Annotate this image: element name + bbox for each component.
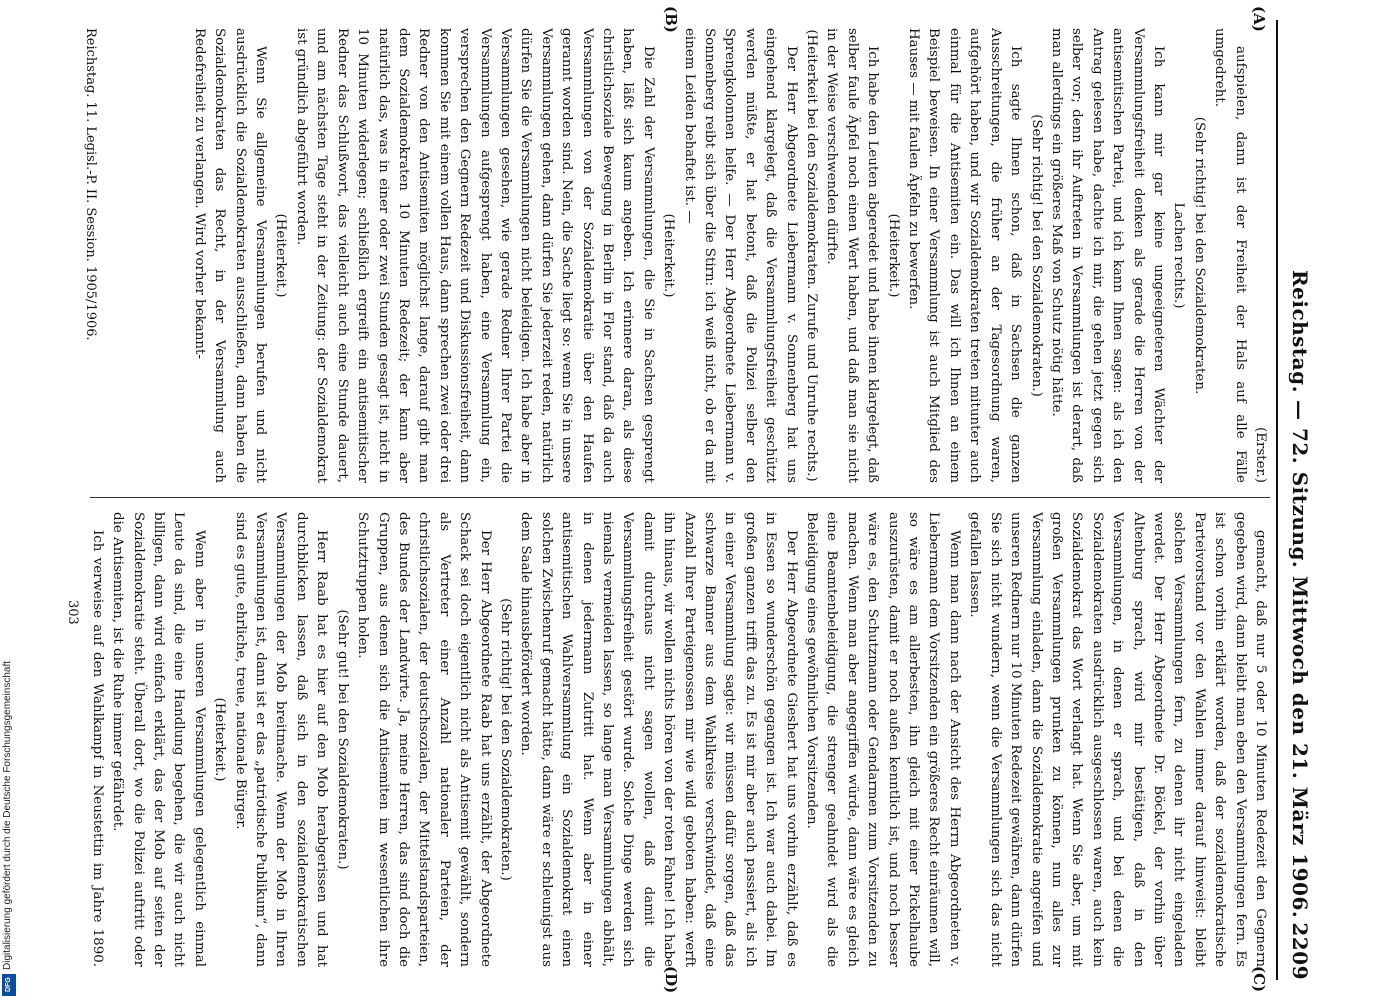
marker-b: (B) [662,6,680,33]
paragraph: Ich sagte Ihnen schon, daß in Sachsen die ganzen Ausschreitungen, die früher an der Tagesordnung waren, aufgehört haben, und wir Sozialdemokraten treten mitunter auch einmal für die Antisemiten ein. Das will ich Ihnen an einem Beispiel beweisen. In einer Versammlung ist auch Mitglied des Hauses — mit faulen Äpfeln zu bewerfen. [906,28,1024,483]
column-divider [90,497,1270,498]
paragraph: (Heiterkeit bei den Sozialdemokraten. Zurufe und Unruhe rechts.) [804,29,820,482]
paragraph: (Sehr gut! bei den Sozialdemokraten.) [334,609,350,870]
marker-a: (A) [1250,6,1268,32]
header-session: — 72. Sitzung. Mittwoch den 21. März 1906. [1288,400,1312,919]
paragraph: (Heiterkeit.) [885,213,901,298]
marker-c: (C) [1250,966,1268,993]
paragraph: Der Herr Abgeordnete Gieshert hat uns vorhin erzählt, daß es in Essen so wunderschön gegangen ist. Ich war auch dabei. Im großen ganzen trifft das zu. Es ist mir aber auch passiert, als ich in einer Versammlung sagte: wir müssen dafür sorgen, daß das schwarze Banner aus dem Wahlkreise verschwindet, daß eine Anzahl Ihrer Parteigenossen mir wie wild geboten haben: werft ihn hinaus, wir wollen nichts hören von der roten Fahne! Ich habe damit durchaus nicht sagen wollen, daß damit die Versammlungsfreiheit gestört wurde. Solche Dinge werden sich niemals vermeiden lassen, so lange man Versammlungen abhält, in denen jedermann Zutritt hat. Wenn aber in einer antisemitischen Wahlversammlung ein Sozialdemokrat einen solchen Zwischenruf gemacht hätte, dann wäre er schleunigst aus dem Saale hinausbefördert worden. [518,512,799,967]
paragraph: Der Herr Abgeordnete Liebermann v. Sonnenberg hat uns eingehend klargelegt, daß die Versammlungsfreiheit geschützt werden müßte, er hat betont, daß die Polizei selber den Sprengkolonnen helfe. — Der Herr Abgeordnete Liebermann v. Sonnenberg reibt sich über die Stirn: ich weiß nicht, ob er da mit einem Leiden behaftet ist. — [681,28,799,483]
document-page [30,0,1320,1000]
paragraph: (Sehr richtig! bei den Sozialdemokraten.) [1028,114,1044,397]
left-column [90,28,1270,483]
paragraph: (Sehr richtig! bei den Sozialdemokraten.) [497,598,513,881]
paragraph: Lachen rechts.) [1171,202,1187,309]
paragraph: (Heiterkeit.) [212,697,228,782]
paragraph: Ich verweise auf den Wahlkampf in Neustettin im Jahre 1890. [90,530,105,967]
header-rule [1276,20,1278,980]
right-column [90,512,1270,967]
paragraph: aufspielen, dann ist der Freiheit der Hals auf alle Fälle umgedreht. [1212,28,1248,483]
paragraph: (Heiterkeit.) [661,213,677,298]
paragraph: Wenn aber in unseren Versammlungen gelegentlich einmal Leute da sind, die eine Handlung begehen, die wir auch nicht billigen, dann wird einfach erklärt, das der Mob auf seiten der Sozialdemokratie steht. Überall dort, wo die Polizei auftritt oder die Antisemiten, ist die Ruhe immer gefährdet. [110,512,207,967]
paragraph: Wenn man dann nach der Ansicht des Herrn Abgeordneten v. Liebermann dem Vorsitzenden ein größeres Recht einräumen will, so wäre es am allerbesten, ihn gleich mit einer Pickelhaube auszurüsten, damit er noch außen kenntlich ist, und noch besser wäre es, den Schutzmann oder Gendarmen zum Vorsitzenden zu machen. Wenn man aber angegriffen würde, dann wäre es gleich eine Beamtenbeleidigung, die strenger geahndet wird als die Beleidigung eines gewöhnlichen Vorsitzenden. [804,512,962,967]
page-header [1282,20,1312,980]
digitization-notice-text: Digitalisierung gefördert durch die Deutsche Forschungsgemeinschaft [2,660,13,970]
paragraph: Der Herr Abgeordnete Raab hat uns erzählt, der Abgeordnete Schack sei doch eigentlich nicht als Antisemit gewählt, sondern als Vertreter einer Anzahl nationaler Parteien, der christlichsozialen, der deutschsozialen, der Mittelstandsparteien, des Bundes der Landwirte. Ja, meine Herren, das sind doch die Gruppen, aus denen sich die Antisemiten im wesentlichen ihre Schutztruppen holen. [355,512,493,967]
paragraph: Ich kann mir gar keine ungeeigneteren Wächter der Versammlungsfreiheit denken als gerade die Herren von der antisemitischen Partei, und ich kann Ihnen sagen: als ich den Antrag gelesen habe, dachte ich mir, die gehen jetzt gegen sich selber vor; denn ihr Auftreten in Versammlungen ist derart, daß man allerdings ein größeres Maß von Schutz nötig hätte. [1048,28,1166,483]
page-footer: Reichstag. 11. Legisl.-P. II. Session. 1905/1906. [83,28,98,341]
digitization-notice [0,0,18,1000]
page-number: 303 [65,600,80,625]
paragraph: (Sehr richtig! bei den Sozialdemokraten. [1191,116,1207,395]
paragraph: Herr Raab hat es hier auf den Mob herabgerissen und hat durchblicken lassen, daß sich in den sozialdemokratischen Versammlungen der Mob breitmache. Wenn der Mob in Ihren Versammlungen ist, dann ist er das „patriotische Publikum“, dann sind es gute, ehrliche, treue, nationale Bürger. [232,512,330,967]
header-page-number: 2209 [1288,922,1312,980]
paragraph: (Erster.) [1253,427,1268,483]
paragraph: Ich habe den Leuten abgeredet und habe ihnen klargelegt, daß selber faule Äpfel noch einen Wert haben, und daß man sie nicht in der Weise verschwenden dürfte. [824,28,881,483]
dfg-logo: DFG [2,974,16,996]
paragraph: (Heiterkeit.) [273,213,289,298]
paragraph: Wenn Sie allgemeine Versammlungen berufen und nicht ausdrücklich die Sozialdemokraten ausschließen, dann haben die Sozialdemokraten das Recht, in der Versammlung auch Redefreiheit zu verlangen. Wird vorher bekannt- [191,28,269,483]
marker-d: (D) [662,966,680,994]
paragraph: gemacht, daß nur 5 oder 10 Minuten Redezeit den Gegnern gegeben wird, dann bleibt man eben den Versammlungen fern. Es ist schon vorhin erklärt worden, daß der sozialdemokratische Parteivorstand vor den Wahlen immer darauf hinweist: bleibt solchen Versammlungen fern, zu denen ihr nicht eingeladen werdet. Der Herr Abgeordnete Dr. Böckel, der vorhin über Altenburg sprach, wird mir bestätigen, daß in den Versammlungen, in denen er sprach, und bei denen die Sozialdemokraten ausdrücklich ausgeschlossen waren, auch kein Sozialdemokrat das Wort verlangt hat. Wenn Sie aber, um mit großen Versammlungen prunken zu können, nun alles zur Versammlung einladen, dann die Sozialdemokratie angreifen und unseren Rednern nur 10 Minuten Redezeit gewähren, dann dürfen Sie sich nicht wundern, wenn die Versammlungen sich das nicht gefallen lassen. [967,512,1268,967]
header-title: Reichstag. [1288,270,1312,394]
paragraph: Die Zahl der Versammlungen, die Sie in Sachsen gesprengt haben, läßt sich kaum angeben. Ich erinnere daran, als diese christlichsoziale Bewegung in Berlin in Flor stand, daß da auch Versammlungen von der Sozialdemokratie über den Haufen gerannt worden sind. Nein, die Sache liegt so: wenn Sie in unsere Versammlungen gehen, dann dürfen Sie jederzeit reden, natürlich dürfen Sie die Versammlungen nicht beleidigen. Ich habe aber in Versammlungen gesehen, wie gerade Redner Ihrer Partei die Versammlungen aufgesprengt haben, eine Versammlung ein, versprechen den Gegnern Redezeit und Diskussionsfreiheit, dann kommen Sie mit einem vollen Haus, dann sprechen zwei oder drei Redner von den Antisemiten möglichst lange, darauf gibt man dem Sozialdemokraten 10 Minuten Redezeit; der kann aber natürlich das, was in einer oder zwei Stunden gesagt ist, nicht in 10 Minuten widerlegen; schließlich ergreift ein antisemitischer Redner das Schlußwort, das vielleicht auch eine Stunde dauert, und am nächsten Tage steht in der Zeitung: der Sozialdemokrat ist gründlich abgeführt worden. [293,28,656,483]
